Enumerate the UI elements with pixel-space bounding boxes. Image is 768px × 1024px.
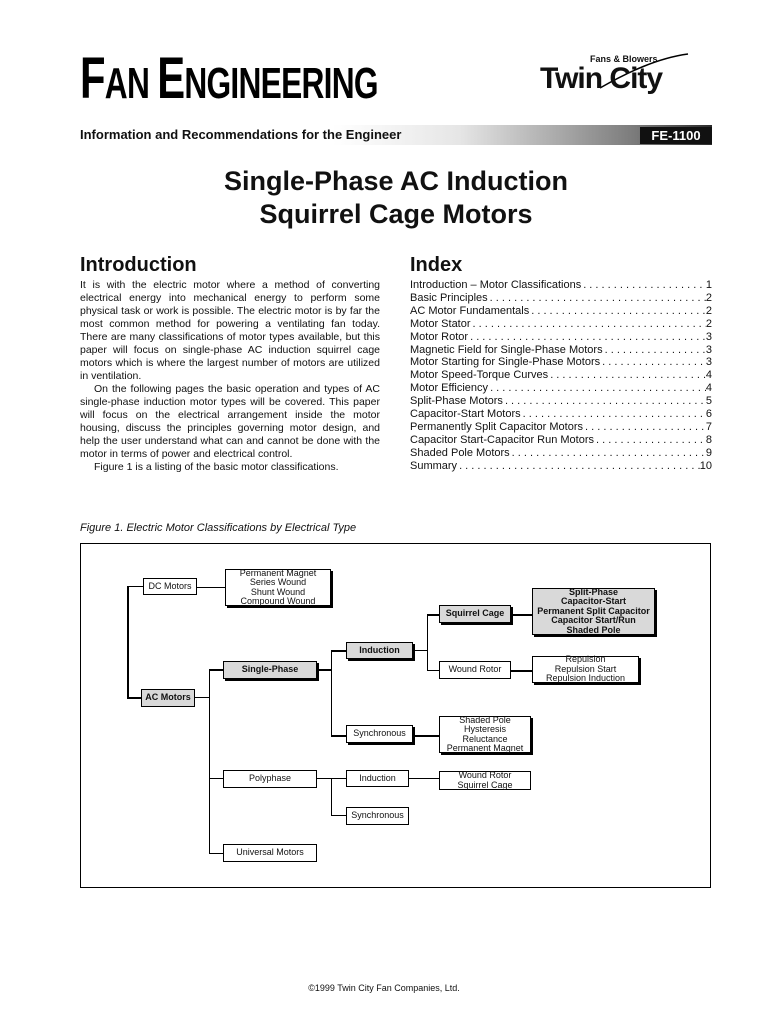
universal-motors-box [223, 844, 317, 862]
index-item-label: Capacitor-Start Motors [410, 408, 521, 421]
index-item-label: Permanently Split Capacitor Motors [410, 420, 584, 433]
induction-box [346, 642, 413, 659]
connector-line [127, 586, 143, 587]
index-item-label: Motor Rotor [410, 330, 469, 343]
polyphase-label: Polyphase [248, 773, 292, 784]
connector-line [427, 670, 439, 671]
connector-line [511, 670, 532, 672]
squirrel-type-label: Capacitor-Start [560, 596, 626, 607]
induction-label: Induction [359, 644, 400, 655]
figure-caption: Figure 1. Electric Motor Classifications by Electrical Type [80, 522, 357, 534]
ac-motors-label: AC Motors [145, 692, 191, 703]
connector-line [209, 853, 223, 854]
connector-line [331, 650, 332, 736]
wound-rotor-types-box [532, 656, 639, 683]
sync-type-label: Shaded Pole [459, 714, 511, 725]
index-item-page: 4 [705, 369, 712, 382]
squirrel-cage-box [439, 605, 511, 623]
intro-paragraph: Figure 1 is a listing of the basic motor classifications. [94, 461, 339, 473]
index-item-leader [529, 305, 706, 318]
footer-copyright: ©1999 Twin City Fan Companies, Ltd. [308, 983, 460, 993]
synchronous-label: Synchronous [353, 728, 406, 739]
polyphase-induction-box [346, 770, 409, 787]
index-item-label: Motor Stator [410, 317, 471, 330]
squirrel-type-label: Permanent Split Capacitor [537, 605, 650, 616]
index-item-leader [548, 369, 706, 382]
introduction-heading: Introduction [80, 254, 197, 276]
index-item-page: 8 [705, 433, 712, 446]
index-item-page: 9 [705, 446, 712, 459]
index-item-label: Motor Starting for Single-Phase Motors [410, 356, 601, 369]
polyphase-synchronous-box [346, 807, 409, 825]
connector-line [209, 669, 223, 671]
index-item-page: 2 [705, 291, 712, 304]
connector-line [127, 697, 141, 699]
index-item [410, 344, 712, 357]
connector-line [427, 614, 439, 616]
squirrel-cage-label: Squirrel Cage [445, 608, 505, 619]
single-phase-box [223, 661, 317, 679]
index-heading: Index [410, 254, 463, 276]
masthead-letter-f: F [80, 46, 105, 111]
index-item-leader [471, 318, 706, 331]
page-title [80, 165, 712, 231]
polyphase-induction-label: Induction [359, 772, 396, 783]
index-item-page: 1 [705, 279, 712, 291]
squirrel-cage-types-box [532, 588, 655, 635]
index-item-leader [600, 356, 706, 369]
index-item-leader [521, 408, 706, 421]
index-item-leader [594, 434, 706, 447]
index-item-label: AC Motor Fundamentals [410, 304, 530, 317]
connector-line [331, 778, 346, 779]
wound-type-label: Repulsion Start [554, 663, 617, 674]
index-item-leader [468, 331, 706, 344]
index-item-leader [581, 279, 706, 292]
connector-line [331, 815, 346, 816]
index-item [410, 369, 712, 382]
connector-line [331, 735, 346, 737]
index-item-leader [510, 447, 706, 460]
sync-type-label: Permanent Magnet [446, 743, 524, 753]
sync-type-label: Reluctance [462, 733, 508, 744]
index-item-label: Shaded Pole Motors [410, 446, 510, 459]
index-item [410, 292, 712, 305]
title-line-2: Squirrel Cage Motors [259, 199, 533, 229]
index-item-page: 7 [705, 420, 712, 433]
universal-motors-label: Universal Motors [236, 847, 304, 858]
connector-line [331, 778, 332, 816]
index-item-label: Motor Efficiency [410, 382, 489, 395]
connector-line [209, 669, 210, 854]
index-item-leader [488, 292, 706, 305]
index-item-leader [503, 395, 706, 408]
index-item-page: 6 [705, 408, 712, 421]
masthead-letter-e: E [157, 46, 185, 111]
index-item-label: Split-Phase Motors [410, 395, 503, 408]
connector-line [413, 735, 439, 737]
brand-tagline: Fans & Blowers [590, 54, 658, 64]
sync-type-label: Hysteresis [463, 724, 506, 734]
index-item [410, 305, 712, 318]
header-tagline: Information and Recommendations for the Engineer [80, 127, 402, 142]
index-item-page: 5 [705, 395, 712, 408]
index-item [410, 421, 712, 434]
dc-type-label: Series Wound [249, 577, 307, 587]
document-number: FE-1100 [640, 127, 712, 144]
index-item-page: 2 [705, 317, 712, 330]
index-item [410, 460, 712, 473]
index-item-page: 3 [705, 356, 712, 369]
synchronous-types-box [439, 716, 531, 753]
index-item-page: 10 [699, 459, 712, 472]
index-item-leader [488, 382, 706, 395]
masthead-rest-1: AN [104, 59, 158, 108]
wound-rotor-label: Wound Rotor [448, 664, 502, 675]
index-item [410, 395, 712, 408]
index-item-label: Summary [410, 459, 458, 472]
index-item-leader [583, 421, 706, 434]
connector-line [195, 697, 209, 698]
index-item [410, 408, 712, 421]
dc-motors-label: DC Motors [148, 580, 192, 591]
wound-type-label: Repulsion Induction [545, 673, 626, 684]
index-item [410, 382, 712, 395]
index-item-page: 2 [705, 304, 712, 317]
index-item-label: Basic Principles [410, 291, 488, 304]
index-item-label: Introduction – Motor Classifications [410, 279, 582, 291]
masthead-title [80, 44, 460, 119]
connector-line [413, 650, 427, 651]
poly-type-label: Wound Rotor [458, 770, 512, 780]
intro-paragraph: It is with the electric motor where a method of converting electrical energy into mechanical energy to perform some physical task or work is possible. The electric motor is by far the most common method for powering a ventilating fan today. There are many classifications of motor types available, but this paper will focus on single-phase AC induction squirrel cage motors which is where the largest number of motors are utilized in ventilation. [80, 279, 380, 382]
index-item-page: 4 [705, 382, 712, 395]
masthead-rest-2: NGINEERING [184, 59, 378, 108]
index-item-label: Magnetic Field for Single-Phase Motors [410, 343, 603, 356]
connector-line [197, 587, 225, 588]
polyphase-box [223, 770, 317, 788]
index-item-leader [457, 460, 700, 473]
index-item-label: Motor Speed-Torque Curves [410, 369, 549, 382]
index-item [410, 318, 712, 331]
synchronous-box [346, 725, 413, 743]
index-item-page: 3 [705, 330, 712, 343]
dc-types-box [225, 569, 331, 606]
index-item-page: 3 [705, 343, 712, 356]
brand-name: Twin City [540, 62, 663, 95]
index-list [410, 279, 712, 473]
dc-motors-box [143, 578, 197, 595]
intro-paragraph: On the following pages the basic operation and types of AC single-phase induction motor types will be covered. This paper will focus on the electrical arrangement inside the motor housing, discuss the principles governing motor design, and help the user understand what can and cannot be done with the motor in terms of power and electrical control. [80, 383, 380, 460]
squirrel-type-label: Split-Phase [568, 586, 618, 597]
motor-classification-diagram [80, 543, 711, 888]
wound-rotor-box [439, 661, 511, 679]
polyphase-synchronous-label: Synchronous [351, 810, 404, 821]
dc-type-label: Permanent Magnet [239, 567, 317, 578]
index-item [410, 356, 712, 369]
connector-line [511, 614, 532, 616]
index-item [410, 279, 712, 292]
index-item-label: Capacitor Start-Capacitor Run Motors [410, 433, 595, 446]
introduction-body [80, 279, 380, 474]
poly-type-label: Squirrel Cage [457, 779, 513, 790]
single-phase-label: Single-Phase [241, 664, 299, 675]
twin-city-logo [538, 52, 688, 112]
index-item [410, 331, 712, 344]
title-line-1: Single-Phase AC Induction [223, 166, 569, 196]
connector-line [127, 586, 129, 698]
dc-type-label: Compound Wound [240, 596, 316, 606]
index-item-leader [603, 344, 706, 357]
connector-line [317, 669, 331, 671]
index-item [410, 434, 712, 447]
connector-line [209, 778, 223, 779]
connector-line [409, 778, 439, 779]
squirrel-type-label: Capacitor Start/Run [551, 615, 636, 626]
wound-type-label: Repulsion [565, 654, 606, 665]
ac-motors-box [141, 689, 195, 707]
index-item [410, 447, 712, 460]
squirrel-type-label: Shaded Pole [566, 624, 621, 635]
connector-line [427, 614, 428, 670]
dc-type-label: Shunt Wound [250, 586, 306, 597]
polyphase-types-box [439, 771, 531, 790]
connector-line [331, 650, 346, 652]
connector-line [317, 778, 331, 779]
